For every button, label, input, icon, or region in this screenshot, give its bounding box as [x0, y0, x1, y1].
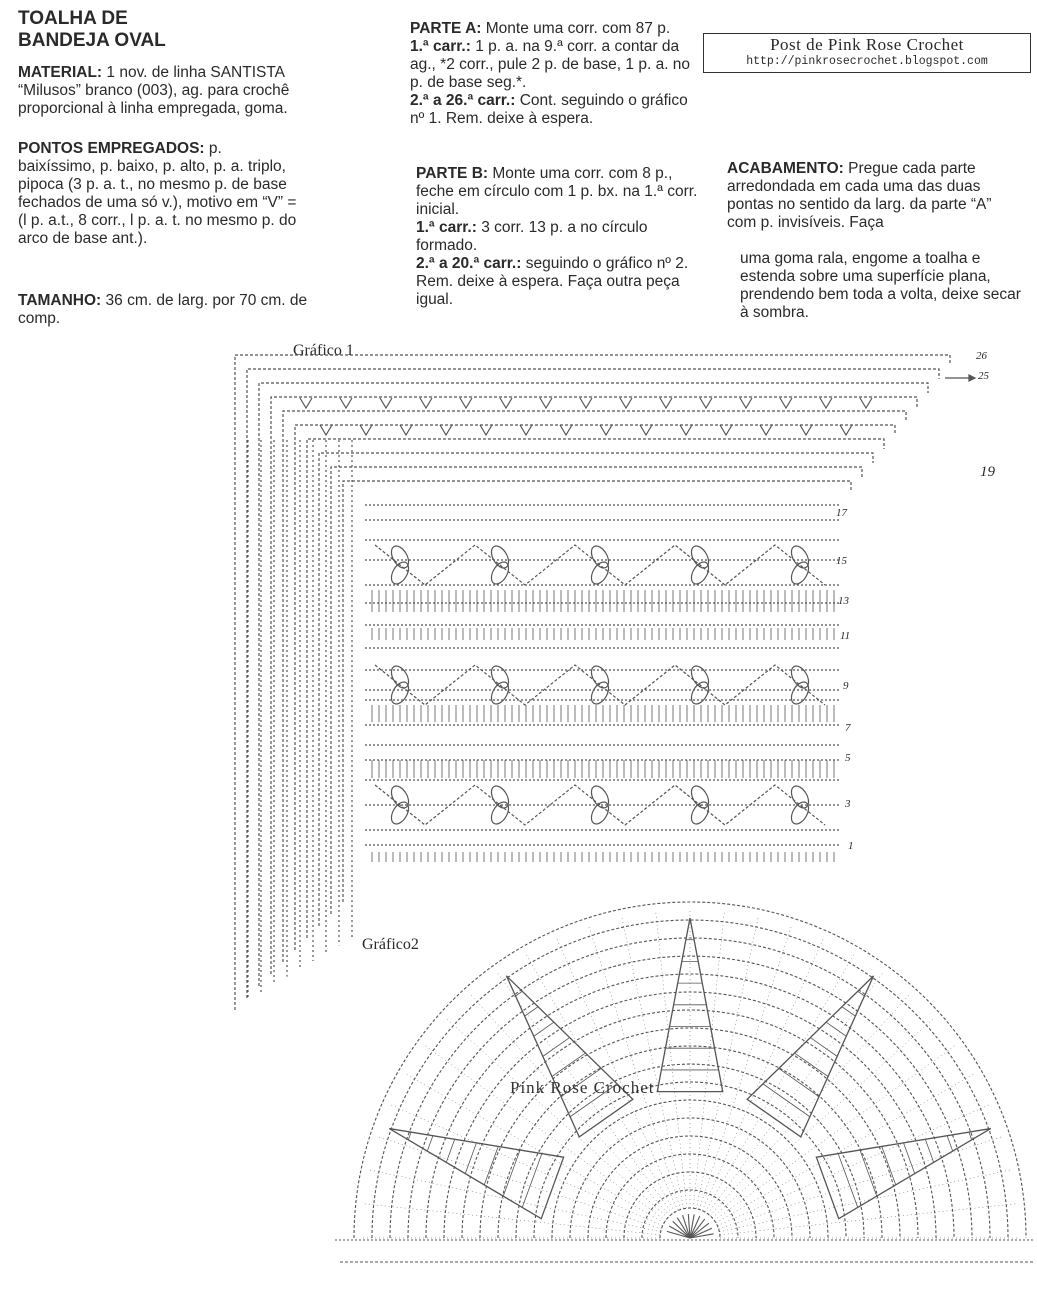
- chart2-pineapple-row: [484, 1146, 498, 1184]
- parte-b-r1-text: 3 corr. 13 p. a no círculo formado.: [416, 219, 648, 254]
- chart2-pineapple-row: [860, 1150, 877, 1196]
- chart2-spoke: [696, 915, 758, 1208]
- row-number-17: 17: [836, 507, 847, 519]
- tamanho-label: TAMANHO:: [18, 292, 102, 309]
- grafico2-label: Gráfico2: [362, 936, 419, 953]
- chart2-pineapple-row: [552, 1053, 586, 1076]
- chart2-arc-row: [624, 1172, 756, 1238]
- chart2-pineapple-row: [826, 1022, 846, 1036]
- parte-b-label: PARTE B:: [416, 165, 489, 182]
- row-number-3: 3: [845, 798, 851, 810]
- chart2-spoke: [556, 937, 678, 1211]
- parte-b-r1-label: 1.ª carr.:: [416, 219, 477, 236]
- chart2-spoke: [469, 993, 670, 1216]
- chart2-arc-row: [498, 1046, 882, 1238]
- chart2-pineapple-row: [925, 1139, 933, 1162]
- tamanho-text: 36 cm. de larg. por 70 cm. de comp.: [18, 292, 308, 327]
- chart2-pineapple-row: [904, 1143, 915, 1174]
- chart2-pineapple-row: [779, 1068, 819, 1096]
- material-text: 1 nov. de linha SANTISTA “Milusos” branco (003), ag. para crochê proporcional à linha empregada, goma.: [18, 64, 290, 117]
- chart2-arc-row: [426, 974, 954, 1238]
- parte-a-label: PARTE A:: [410, 20, 482, 37]
- chart2-pineapple-row: [534, 1022, 554, 1036]
- chart2-spoke: [423, 1044, 666, 1220]
- chart2-spoke: [702, 937, 824, 1211]
- row-number-13: 13: [838, 595, 849, 607]
- parte-b-r2-label: 2.ª a 20.ª carr.:: [416, 255, 522, 272]
- watermark: Pink Rose Crochet: [510, 1078, 655, 1097]
- badge-title: Post de Pink Rose Crochet: [770, 35, 964, 54]
- chart2-pineapple-row: [882, 1146, 896, 1184]
- chart2-spoke: [708, 971, 884, 1214]
- chart2-pineapple-row: [522, 1154, 542, 1208]
- row-number-9: 9: [843, 680, 849, 692]
- chart2-pineapple-row: [446, 1139, 454, 1162]
- title-line-2: BANDEJA OVAL: [18, 30, 166, 51]
- chart2-spoke: [720, 1204, 1018, 1235]
- row-number-7: 7: [845, 722, 851, 734]
- row-number-11: 11: [840, 630, 851, 642]
- chart2-spoke: [705, 952, 855, 1212]
- chart2-spoke: [717, 1104, 991, 1226]
- title-line-1: TOALHA DE: [18, 8, 128, 29]
- parte-a-r1-label: 1.ª carr.:: [410, 38, 471, 55]
- row-number-15: 15: [836, 555, 847, 567]
- pontos-text: p. baixíssimo, p. baixo, p. alto, p. a. triplo, pipoca (3 p. a. t., no mesmo p. de base fechados de uma só v.), motivo em “V” = (l p. a.t., 8 corr., l p. a. t. no mesmo p. do arco de base ant.).: [18, 140, 297, 247]
- chart2-spoke: [716, 1073, 976, 1223]
- chart2-spoke: [362, 1204, 660, 1235]
- chart2-pineapple-row: [503, 1150, 520, 1196]
- chart2-spoke: [719, 1169, 1012, 1231]
- parte-a-intro: Monte uma corr. com 87 p.: [481, 20, 671, 37]
- chart2-pineapple-row: [525, 1007, 538, 1016]
- chart2-pineapple-row: [795, 1053, 829, 1076]
- chart2-pineapple-row: [427, 1136, 433, 1151]
- parte-a-r2-label: 2.ª a 26.ª carr.:: [410, 92, 516, 109]
- badge-url[interactable]: http://pinkrosecrochet.blogspot.com: [746, 55, 988, 68]
- chart2-spoke: [693, 910, 724, 1208]
- chart2-spoke: [656, 910, 687, 1208]
- parte-a-r2-text: Cont. seguindo o gráfico nº 1. Rem. deixe à espera.: [410, 92, 688, 127]
- grafico1-label: Gráfico 1: [293, 342, 354, 359]
- parte-a-r1-text: 1 p. a. na 9.ª corr. a contar da ag., *2 corr., pule 2 p. de base, 1 p. a. no p. de base seg.*.: [410, 38, 691, 91]
- row-number-26: 26: [976, 350, 987, 362]
- parte-b-intro: Monte uma corr. com 8 p., feche em círculo com 1 p. bx. na 1.ª corr. inicial.: [416, 165, 698, 218]
- chart2-spoke: [710, 993, 911, 1216]
- row-number-5: 5: [845, 752, 851, 764]
- row-number-25: 25: [978, 370, 989, 382]
- parte-b-r2-text: seguindo o gráfico nº 2. Rem. deixe à espera. Faça outra peça igual.: [416, 255, 689, 308]
- acabamento-text-1: Pregue cada parte arredondada em cada uma das duas pontas no sentido da larg. da parte “A” com p. invisíveis. Faça: [727, 160, 992, 231]
- chart2-spoke: [621, 915, 683, 1208]
- acabamento-text-2: uma goma rala, engome a toalha e estenda sobre uma superfície plana, prendendo bem toda a volta, deixe secar à sombra.: [740, 250, 1021, 321]
- row-number-19: 19: [980, 464, 995, 480]
- pontos-label: PONTOS EMPREGADOS:: [18, 140, 205, 157]
- material-label: MATERIAL:: [18, 64, 103, 81]
- chart2-spoke: [389, 1104, 663, 1226]
- chart2-spoke: [367, 1169, 660, 1231]
- chart2-pineapple-row: [947, 1136, 953, 1151]
- row-number-1: 1: [848, 840, 854, 852]
- acabamento-label: ACABAMENTO:: [727, 160, 844, 177]
- chart2-pineapple-row: [465, 1143, 476, 1174]
- chart2-spoke: [714, 1044, 957, 1220]
- chart2-pineapple-row: [763, 1084, 810, 1117]
